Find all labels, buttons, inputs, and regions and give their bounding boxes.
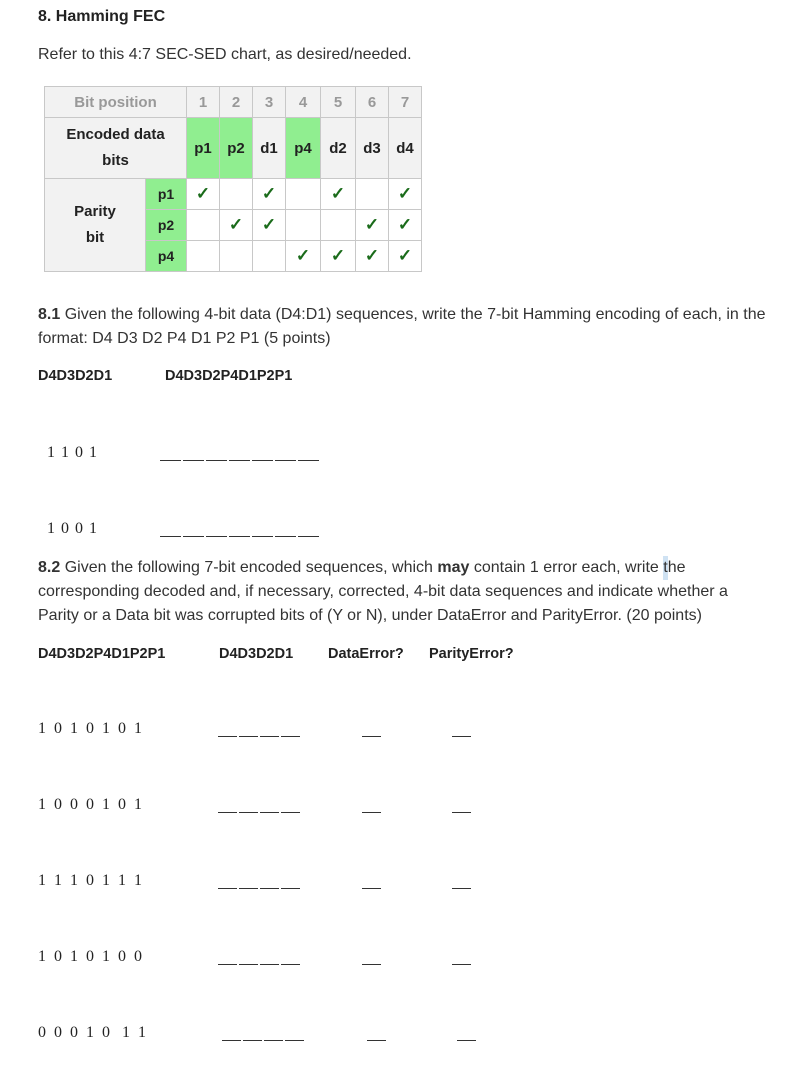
q81-answer-blank[interactable] — [160, 524, 321, 542]
position-cell: 4 — [286, 87, 321, 118]
q82-decoded-blank[interactable] — [222, 1028, 306, 1046]
q82-row-encoded: 1 1 1 0 1 1 1 — [38, 872, 142, 889]
check-cell: ✓ — [253, 179, 286, 210]
q81-text: Given the following 4-bit data (D4:D1) sequences, write the 7-bit Hamming encoding of each, in the format: D4 D3 D2 P4 D1 P2 P1 (5 points) — [38, 306, 766, 347]
q82-text-b: contain 1 error each, write — [469, 559, 664, 576]
parity-row-p1 — [45, 179, 422, 210]
check-cell: ✓ — [356, 241, 389, 272]
q82-decoded-blank[interactable] — [218, 800, 302, 818]
encoded-row — [45, 118, 422, 179]
check-cell: ✓ — [389, 179, 422, 210]
check-cell: ✓ — [356, 210, 389, 241]
q81-prompt — [38, 303, 778, 351]
q82-col-dataerror: DataError? — [328, 646, 404, 662]
text-cursor-highlight: t — [663, 556, 667, 580]
q82-text-a: Given the following 7-bit encoded sequences, which — [60, 559, 438, 576]
check-cell — [187, 210, 220, 241]
q82-decoded-blank[interactable] — [218, 952, 302, 970]
parity-label-line1: Parity — [74, 203, 116, 220]
q82-col-decoded: D4D3D2D1 — [219, 646, 294, 662]
parity-name: p4 — [146, 241, 187, 272]
q82-parityerror-blank[interactable] — [452, 952, 473, 970]
q82-text-c: he corresponding decoded and, if necessary, corrected, 4-bit data sequences and indicate whether a Parity or a Data bit was corrupted bits of (Y or N), under DataError and ParityError. (20 points) — [38, 559, 728, 624]
check-cell: ✓ — [220, 210, 253, 241]
q82-row-encoded: 1 0 1 0 1 0 0 — [38, 948, 142, 965]
q82-text-bold: may — [437, 559, 470, 576]
check-cell: ✓ — [321, 241, 356, 272]
check-cell — [220, 241, 253, 272]
check-cell: ✓ — [187, 179, 220, 210]
parity-name: p1 — [146, 179, 187, 210]
question-8-title: 8. Hamming FEC — [38, 8, 166, 25]
q81-number: 8.1 — [38, 306, 61, 323]
check-cell — [220, 179, 253, 210]
check-cell: ✓ — [321, 179, 356, 210]
check-cell — [187, 241, 220, 272]
check-cell — [286, 179, 321, 210]
q82-decoded-blank[interactable] — [218, 724, 302, 742]
q81-row-data: 1 0 0 1 — [47, 520, 97, 537]
parity-label — [45, 179, 146, 272]
q82-col-encoded: D4D3D2P4D1P2P1 — [38, 646, 166, 662]
q82-prompt — [38, 556, 768, 628]
position-cell: 1 — [187, 87, 220, 118]
bit-position-label: Bit position — [45, 87, 187, 118]
q82-parityerror-blank[interactable] — [452, 800, 473, 818]
position-cell: 5 — [321, 87, 356, 118]
q82-col-parityerror: ParityError? — [429, 646, 514, 662]
position-cell: 2 — [220, 87, 253, 118]
q82-number: 8.2 — [38, 559, 61, 576]
position-cell: 6 — [356, 87, 389, 118]
q82-parityerror-blank[interactable] — [452, 876, 473, 894]
intro-text: Refer to this 4:7 SEC-SED chart, as desired/needed. — [38, 46, 412, 63]
check-cell — [356, 179, 389, 210]
check-cell: ✓ — [286, 241, 321, 272]
q81-col-data: D4D3D2D1 — [38, 368, 113, 384]
encoded-cell: d3 — [356, 118, 389, 179]
q82-row-encoded: 1 0 1 0 1 0 1 — [38, 720, 142, 737]
check-cell: ✓ — [389, 241, 422, 272]
check-cell — [286, 210, 321, 241]
encoded-label — [45, 118, 187, 179]
q82-decoded-blank[interactable] — [218, 876, 302, 894]
q81-col-encoding: D4D3D2P4D1P2P1 — [165, 368, 293, 384]
parity-name: p2 — [146, 210, 187, 241]
position-cell: 3 — [253, 87, 286, 118]
q82-dataerror-blank[interactable] — [367, 1028, 388, 1046]
encoded-cell: d4 — [389, 118, 422, 179]
position-cell: 7 — [389, 87, 422, 118]
encoded-label-line1: Encoded data — [66, 126, 165, 143]
encoded-cell: d1 — [253, 118, 286, 179]
parity-label-line2: bit — [85, 229, 105, 246]
q81-row-data: 1 1 0 1 — [47, 444, 97, 461]
q82-parityerror-blank[interactable] — [457, 1028, 478, 1046]
encoded-cell: p1 — [187, 118, 220, 179]
hamming-chart — [44, 86, 422, 272]
encoded-cell: p2 — [220, 118, 253, 179]
check-cell: ✓ — [253, 210, 286, 241]
check-cell — [253, 241, 286, 272]
q82-dataerror-blank[interactable] — [362, 800, 383, 818]
bit-position-row — [45, 87, 422, 118]
q82-row-encoded: 0 0 0 1 0 1 1 — [38, 1024, 146, 1041]
encoded-cell: d2 — [321, 118, 356, 179]
q82-dataerror-blank[interactable] — [362, 876, 383, 894]
check-cell: ✓ — [389, 210, 422, 241]
q82-dataerror-blank[interactable] — [362, 952, 383, 970]
encoded-label-line2: bits — [102, 152, 129, 169]
check-cell — [321, 210, 356, 241]
encoded-cell: p4 — [286, 118, 321, 179]
q82-row-encoded: 1 0 0 0 1 0 1 — [38, 796, 142, 813]
q82-parityerror-blank[interactable] — [452, 724, 473, 742]
q81-answer-blank[interactable] — [160, 448, 321, 466]
q82-dataerror-blank[interactable] — [362, 724, 383, 742]
